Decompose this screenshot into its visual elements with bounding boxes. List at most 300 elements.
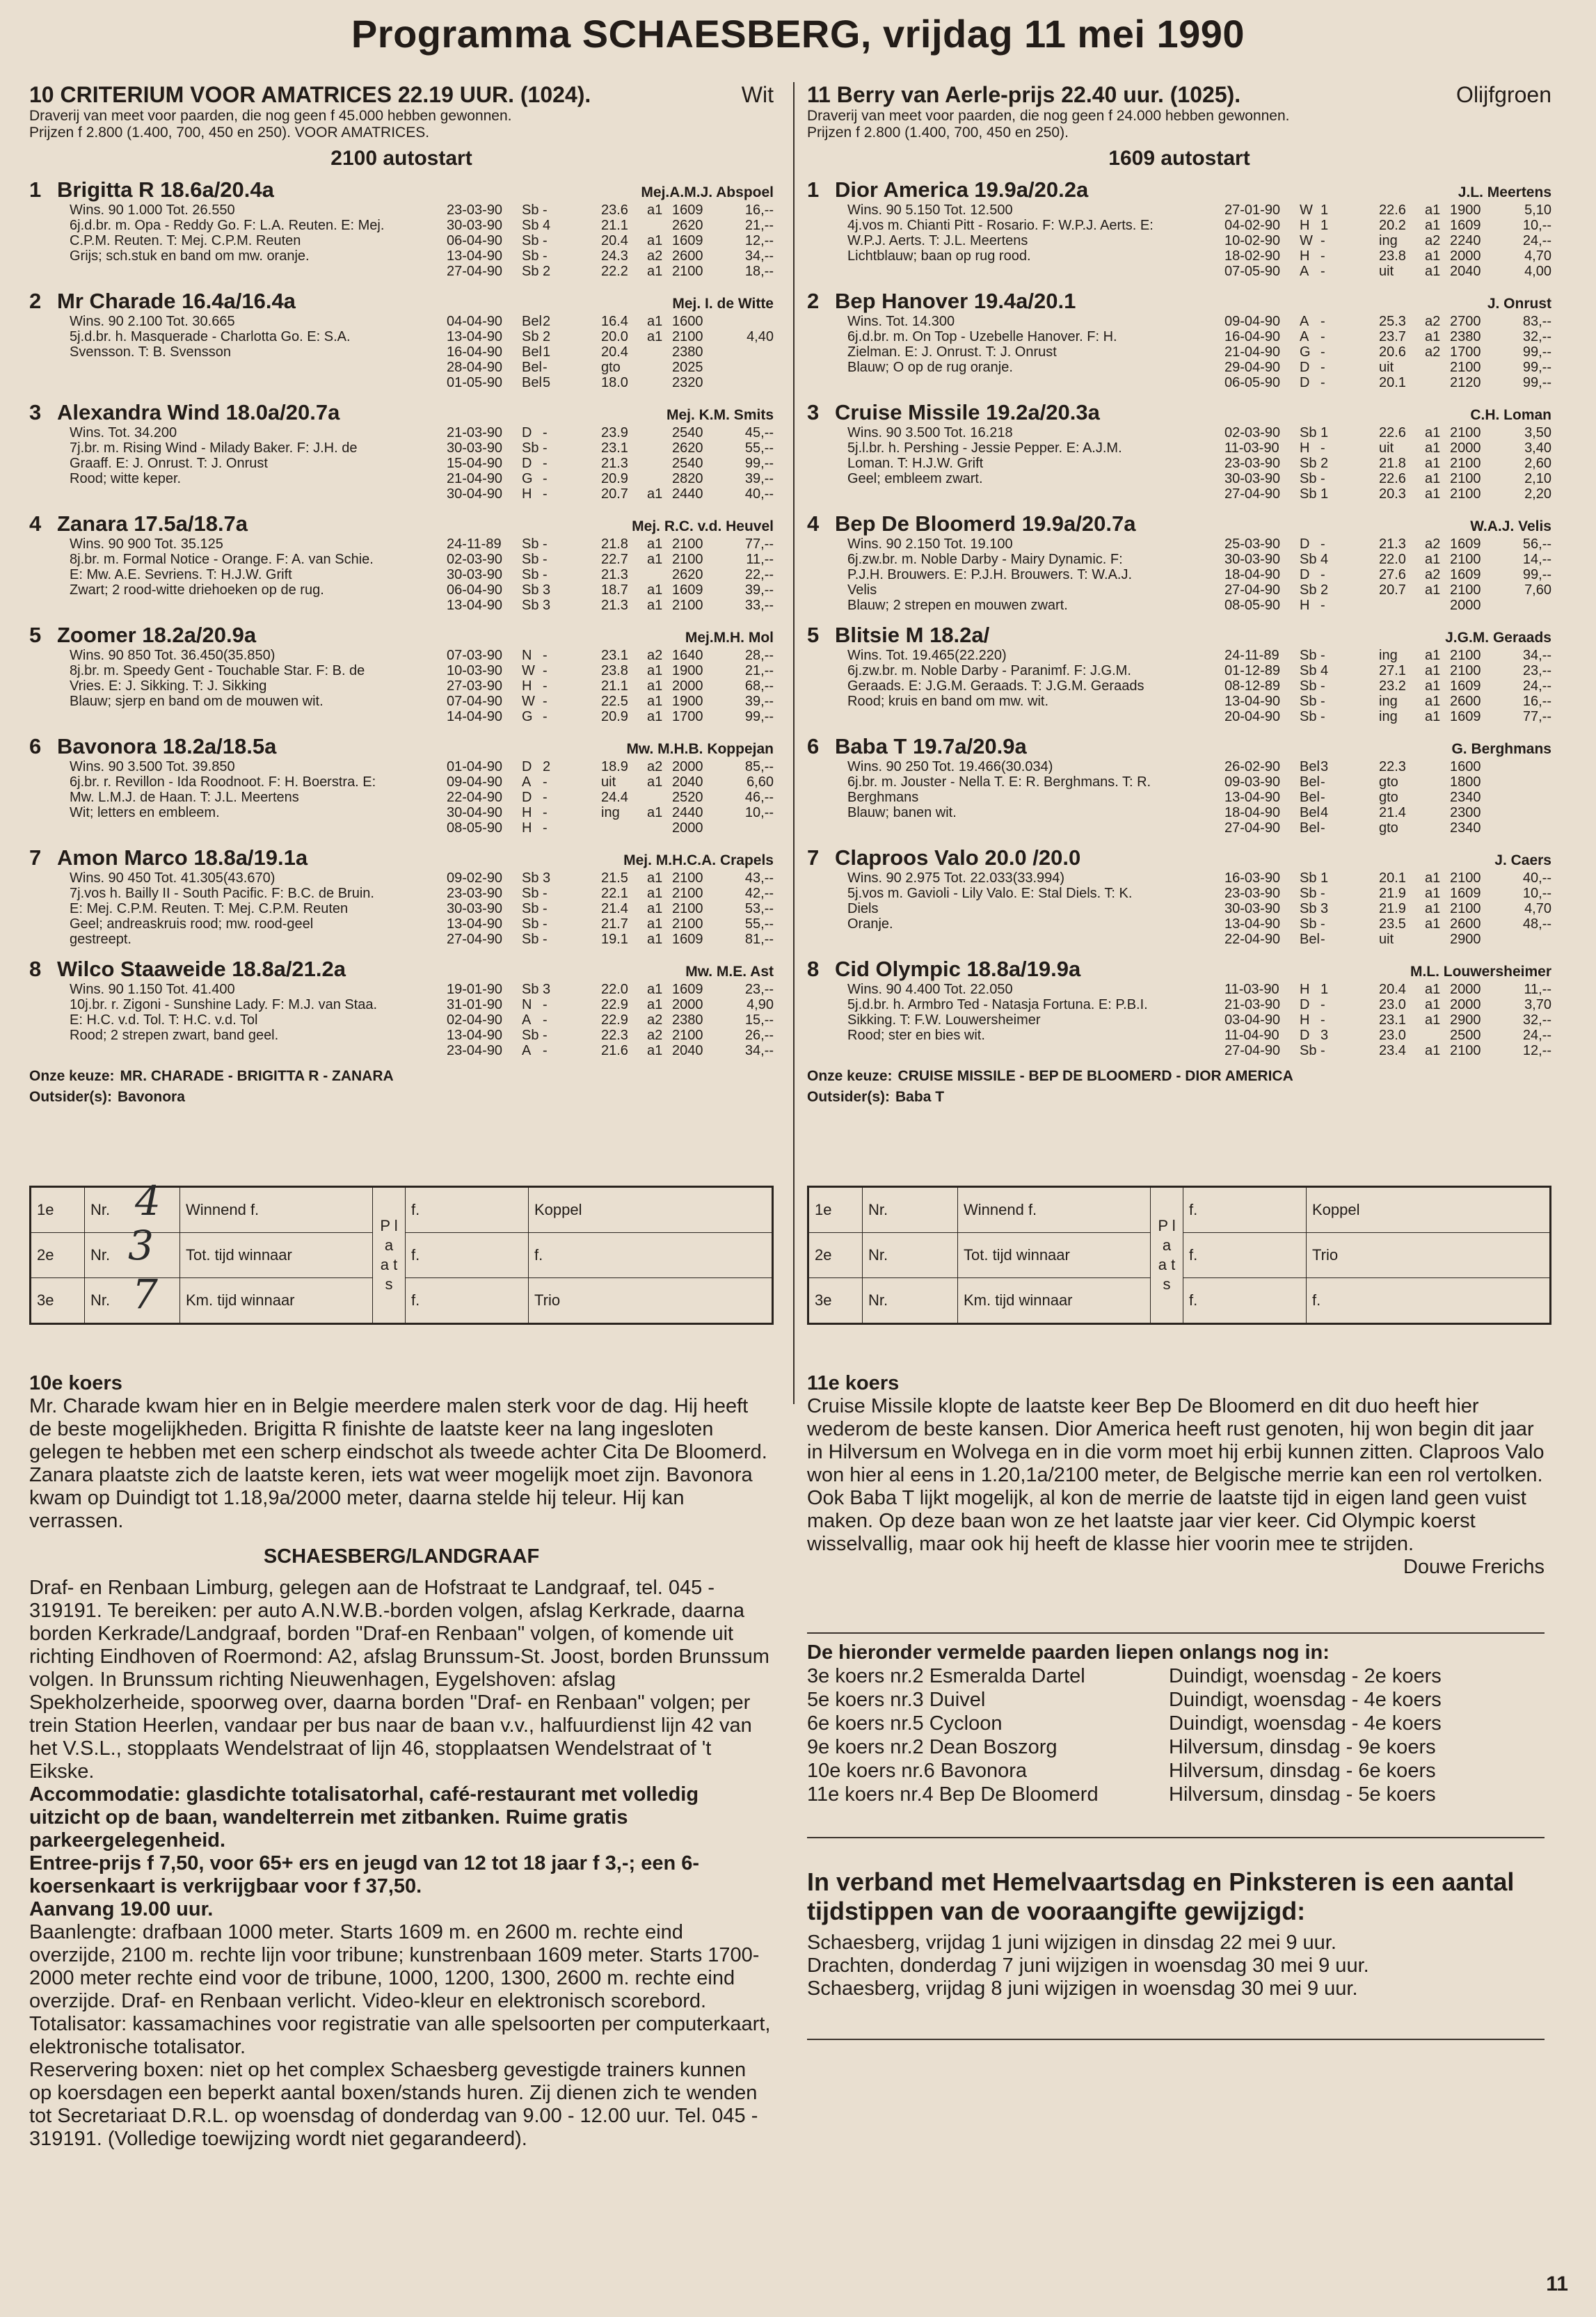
- horse-number: 8: [29, 957, 42, 981]
- start-cell: 2540: [672, 456, 703, 471]
- race-distance: 2100 autostart: [330, 147, 472, 170]
- start-cell: 26,--: [744, 1028, 774, 1043]
- start-cell: H: [1300, 218, 1310, 233]
- horse-driver: Mw. M.H.B. Koppejan: [626, 741, 774, 757]
- recent-row: [807, 1759, 1545, 1783]
- race-distance: 1609 autostart: [1108, 147, 1250, 170]
- handwritten-number: 7: [132, 1271, 158, 1318]
- start-cell: 2600: [1450, 694, 1481, 709]
- start-cell: 30-03-90: [1224, 901, 1281, 916]
- horse-header: [29, 957, 774, 982]
- race-heading: [807, 82, 1551, 108]
- trio-label: Trio: [1307, 1233, 1550, 1278]
- start-cell: 1: [1320, 218, 1329, 233]
- start-cell: -: [543, 440, 548, 456]
- start-cell: -: [543, 1012, 548, 1028]
- start-cell: Sb: [1300, 886, 1317, 901]
- start-cell: 4,70: [1524, 248, 1551, 264]
- start-cell: -: [1320, 774, 1325, 790]
- start-cell: D: [1300, 360, 1310, 375]
- horse-driver: Mw. M.E. Ast: [685, 964, 774, 980]
- start-cell: 85,--: [744, 759, 774, 774]
- start-cell: 20.4: [601, 233, 628, 248]
- start-cell: [647, 790, 672, 805]
- start-cell: 04-04-90: [447, 314, 503, 329]
- start-cell: 1609: [672, 202, 703, 218]
- start-cell: 11-03-90: [1224, 440, 1279, 456]
- start-cell: 24.4: [601, 790, 628, 805]
- start-cell: a1: [647, 663, 663, 678]
- notice-heading: In verband met Hemelvaartsdag en Pinksteren is een aantal tijdstippen van de vooraangifte gewijzigd:: [807, 1868, 1515, 1925]
- horse-info-line: Geel; andreaskruis rood; mw. rood-geel: [70, 916, 314, 932]
- horse-driver: J.G.M. Geraads: [1445, 630, 1551, 646]
- right-prose: [807, 1372, 1545, 1579]
- author: Douwe Frerichs: [1403, 1556, 1545, 1578]
- start-cell: Bel: [522, 314, 542, 329]
- start-cell: [577, 360, 601, 375]
- start-row: [447, 360, 774, 375]
- start-cell: 83,--: [1522, 314, 1551, 329]
- start-cell: H: [1300, 982, 1310, 997]
- start-cell: 43,--: [744, 870, 774, 886]
- start-cell: 2000: [1450, 440, 1481, 456]
- start-cell: 22.2: [601, 264, 628, 279]
- start-cell: 4: [1320, 805, 1329, 820]
- horse-name-line: [29, 289, 296, 314]
- horse-name-line: [29, 957, 346, 982]
- start-cell: 20.3: [1379, 486, 1406, 502]
- horse-info-line: Rood; witte keper.: [70, 471, 182, 486]
- start-cell: 2: [543, 264, 551, 279]
- start-cell: 2,20: [1524, 486, 1551, 502]
- horse-header: [29, 177, 774, 202]
- start-cell: a1: [1425, 886, 1441, 901]
- comment-title-11: 11e koers: [807, 1372, 900, 1394]
- start-cell: 3: [543, 582, 551, 598]
- start-cell: 2100: [672, 329, 703, 344]
- start-cell: [1425, 759, 1450, 774]
- start-cell: a2: [1425, 344, 1441, 360]
- start-row: [447, 759, 774, 774]
- start-cell: 39,--: [744, 694, 774, 709]
- start-cell: 2340: [1450, 820, 1481, 836]
- start-cell: Sb: [1300, 456, 1317, 471]
- start-cell: [1355, 1028, 1379, 1043]
- start-cell: 02-04-90: [447, 1012, 503, 1028]
- start-cell: 27.6: [1379, 567, 1406, 582]
- start-cell: 22.9: [601, 997, 628, 1012]
- start-cell: 32,--: [1522, 1012, 1551, 1028]
- start-cell: 13-04-90: [447, 916, 503, 932]
- start-cell: [577, 344, 601, 360]
- start-cell: [1425, 360, 1450, 375]
- start-cell: a1: [1425, 694, 1441, 709]
- start-row: [447, 932, 774, 947]
- start-cell: 2500: [1450, 1028, 1481, 1043]
- start-cell: 10,--: [744, 805, 774, 820]
- start-cell: -: [1320, 1043, 1325, 1058]
- start-cell: 23.4: [1379, 1043, 1406, 1058]
- start-cell: [577, 329, 601, 344]
- start-cell: a1: [1425, 248, 1441, 264]
- start-cell: [718, 314, 774, 329]
- start-cell: [1355, 375, 1379, 390]
- start-cell: 42,--: [744, 886, 774, 901]
- start-row: [1224, 916, 1551, 932]
- start-row: [447, 552, 774, 567]
- start-row: [1224, 759, 1551, 774]
- horse-info-line: Wins. 90 2.150 Tot. 19.100: [847, 536, 1013, 552]
- start-cell: [647, 360, 672, 375]
- start-cell: 08-05-90: [1224, 598, 1281, 613]
- bet-row-label: 1e: [809, 1188, 863, 1233]
- start-cell: 27-04-90: [1224, 486, 1281, 502]
- start-cell: 23-03-90: [447, 202, 503, 218]
- start-cell: a1: [647, 678, 663, 694]
- horse-driver: W.A.J. Velis: [1470, 518, 1551, 534]
- start-cell: 1600: [672, 314, 703, 329]
- start-cell: 53,--: [744, 901, 774, 916]
- start-cell: 1609: [672, 582, 703, 598]
- start-cell: 30-03-90: [447, 567, 503, 582]
- start-cell: [1496, 790, 1551, 805]
- start-cell: 2440: [672, 486, 703, 502]
- start-cell: 39,--: [744, 471, 774, 486]
- start-cell: [601, 820, 647, 836]
- start-cell: a1: [1425, 982, 1441, 997]
- horse-name-line: [807, 734, 1027, 759]
- start-cell: 1609: [1450, 536, 1481, 552]
- start-cell: Sb: [522, 582, 539, 598]
- start-cell: 24,--: [1522, 678, 1551, 694]
- start-cell: H: [522, 678, 532, 694]
- horse-driver: M.L. Louwersheimer: [1410, 964, 1551, 980]
- start-cell: -: [1320, 248, 1325, 264]
- horse-body: [807, 202, 1551, 279]
- comment-title-10: 10e koers: [29, 1372, 122, 1394]
- start-cell: 23,--: [1522, 663, 1551, 678]
- column-divider: [793, 82, 795, 1404]
- horse-info: [807, 759, 1224, 836]
- start-cell: 34,--: [744, 1043, 774, 1058]
- start-cell: 2100: [1450, 471, 1481, 486]
- track-heading: SCHAESBERG/LANDGRAAF: [263, 1545, 540, 1568]
- start-cell: a1: [1425, 648, 1441, 663]
- start-cell: 16.4: [601, 314, 628, 329]
- start-row: [447, 870, 774, 886]
- start-cell: [577, 982, 601, 997]
- start-row: [1224, 218, 1551, 233]
- start-cell: -: [543, 202, 548, 218]
- horse-entry: [29, 845, 774, 947]
- start-cell: [577, 870, 601, 886]
- nr-label: Nr.: [863, 1233, 958, 1278]
- start-cell: 11-03-90: [1224, 982, 1279, 997]
- start-cell: -: [543, 1043, 548, 1058]
- start-cell: [1425, 774, 1450, 790]
- start-cell: [577, 820, 601, 836]
- horse-entry: [29, 957, 774, 1058]
- start-row: [1224, 997, 1551, 1012]
- our-choice: [29, 1068, 774, 1085]
- start-cell: 34,--: [744, 248, 774, 264]
- start-cell: 09-02-90: [447, 870, 503, 886]
- horse-number: 5: [29, 623, 42, 647]
- start-cell: [647, 344, 672, 360]
- start-cell: [577, 536, 601, 552]
- start-cell: [577, 901, 601, 916]
- start-cell: a2: [647, 648, 663, 663]
- horse-info: [29, 314, 447, 390]
- horse-info: [29, 870, 447, 947]
- start-cell: H: [522, 486, 532, 502]
- start-cell: 99,--: [1522, 360, 1551, 375]
- start-cell: W: [1300, 202, 1313, 218]
- start-cell: a1: [647, 694, 663, 709]
- start-row: [447, 329, 774, 344]
- start-cell: -: [1320, 314, 1325, 329]
- start-row: [1224, 471, 1551, 486]
- race-title: 10 CRITERIUM VOOR AMATRICES 22.19 UUR. (1024).: [29, 82, 591, 107]
- start-cell: 1900: [672, 694, 703, 709]
- horse-body: [29, 425, 774, 502]
- start-cell: 23.8: [601, 663, 628, 678]
- horse-info: [29, 759, 447, 836]
- nr-label: Nr.: [863, 1278, 958, 1323]
- start-cell: 21,--: [744, 218, 774, 233]
- race-conditions: Draverij van meet voor paarden, die nog geen f 24.000 hebben gewonnen.: [807, 108, 1290, 124]
- horse-info: [807, 982, 1224, 1058]
- horse-header: [807, 177, 1551, 202]
- horse-driver: J. Onrust: [1487, 296, 1551, 312]
- start-cell: [577, 694, 601, 709]
- start-cell: 13-04-90: [1224, 916, 1281, 932]
- start-row: [1224, 709, 1551, 724]
- start-cell: 2100: [672, 916, 703, 932]
- start-cell: -: [543, 233, 548, 248]
- start-cell: 2540: [672, 425, 703, 440]
- start-cell: 27-04-90: [1224, 582, 1281, 598]
- start-row: [447, 486, 774, 502]
- recent-heading: De hieronder vermelde paarden liepen onlangs nog in:: [807, 1641, 1330, 1664]
- start-row: [1224, 932, 1551, 947]
- tot-tijd-label: Tot. tijd winnaar: [958, 1233, 1151, 1278]
- start-cell: Sb: [1300, 678, 1317, 694]
- start-row: [1224, 456, 1551, 471]
- start-cell: [577, 678, 601, 694]
- start-row: [447, 648, 774, 663]
- start-cell: 5: [543, 375, 551, 390]
- start-cell: 1609: [1450, 886, 1481, 901]
- start-cell: 81,--: [744, 932, 774, 947]
- start-cell: 24.3: [601, 248, 628, 264]
- horse-info-line: Wins. Tot. 19.465(22.220): [847, 648, 1007, 663]
- notice-line: Drachten, donderdag 7 juni wijzigen in woensdag 30 mei 9 uur.: [807, 1954, 1369, 1977]
- start-cell: 4,70: [1524, 901, 1551, 916]
- start-cell: 2100: [1450, 648, 1481, 663]
- horse-name: Zoomer 18.2a/20.9a: [57, 623, 257, 647]
- start-cell: N: [522, 648, 532, 663]
- start-cell: Sb: [522, 901, 539, 916]
- horse-info-line: Oranje.: [847, 916, 893, 932]
- horse-info-line: Wins. Tot. 34.200: [70, 425, 177, 440]
- start-cell: [577, 598, 601, 613]
- start-row: [1224, 678, 1551, 694]
- start-cell: [718, 360, 774, 375]
- start-cell: W: [522, 694, 535, 709]
- start-cell: Sb: [522, 932, 539, 947]
- start-cell: a1: [647, 916, 663, 932]
- start-cell: 22.6: [1379, 202, 1406, 218]
- start-cell: gto: [1379, 820, 1398, 836]
- race-10-column: [29, 82, 774, 1106]
- horse-name-line: [807, 289, 1076, 314]
- start-cell: 1: [1320, 982, 1329, 997]
- start-cell: [1355, 1043, 1379, 1058]
- horse-info: [807, 870, 1224, 947]
- outsiders: [29, 1089, 774, 1106]
- start-cell: 11,--: [1524, 982, 1551, 997]
- start-cell: 06-04-90: [447, 233, 503, 248]
- start-cell: Bel: [522, 375, 542, 390]
- our-choice-label: Onze keuze:: [29, 1068, 115, 1084]
- horse-info-line: E: H.C. v.d. Tol. T: H.C. v.d. Tol: [70, 1012, 258, 1028]
- start-row: [447, 233, 774, 248]
- start-cell: [1355, 486, 1379, 502]
- horse-info-line: 10j.br. r. Zigoni - Sunshine Lady. F: M.J. van Staa.: [70, 997, 378, 1012]
- outsider-value: Baba T: [895, 1089, 945, 1105]
- horse-info-line: Geraads. E: J.G.M. Geraads. T: J.G.M. Geraads: [847, 678, 1144, 694]
- start-row: [1224, 264, 1551, 279]
- start-cell: a2: [647, 248, 663, 264]
- start-cell: [1496, 598, 1551, 613]
- start-cell: -: [1320, 598, 1325, 613]
- start-cell: [1355, 932, 1379, 947]
- horse-entry: [807, 734, 1551, 836]
- start-cell: 01-12-89: [1224, 663, 1281, 678]
- recent-where: Duindigt, woensdag - 4e koers: [1169, 1689, 1442, 1711]
- start-row: [447, 567, 774, 582]
- start-cell: -: [1320, 344, 1325, 360]
- start-cell: [1496, 774, 1551, 790]
- recent-where: Hilversum, dinsdag - 6e koers: [1169, 1760, 1436, 1782]
- start-cell: 15,--: [744, 1012, 774, 1028]
- start-cell: [577, 709, 601, 724]
- start-cell: [577, 425, 601, 440]
- bet-row-label: 1e: [31, 1188, 85, 1233]
- start-cell: 2000: [672, 820, 703, 836]
- start-row: [447, 314, 774, 329]
- start-cell: Sb: [1300, 709, 1317, 724]
- start-cell: W: [1300, 233, 1313, 248]
- horse-info-line: E: Mej. C.P.M. Reuten. T: Mej. C.P.M. Reuten: [70, 901, 349, 916]
- nr-label: Nr.: [85, 1188, 180, 1233]
- horse-info-line: Blauw; sjerp en band om de mouwen wit.: [70, 694, 324, 709]
- start-cell: a1: [1425, 440, 1441, 456]
- start-cell: 16-04-90: [1224, 329, 1281, 344]
- start-cell: D: [522, 425, 532, 440]
- start-cell: 34,--: [1522, 648, 1551, 663]
- start-cell: 40,--: [1522, 870, 1551, 886]
- start-cell: -: [543, 248, 548, 264]
- start-cell: [1425, 805, 1450, 820]
- horse-name: Bep Hanover 19.4a/20.1: [835, 289, 1076, 313]
- divider: [807, 2039, 1545, 2040]
- start-cell: -: [543, 486, 548, 502]
- start-cell: 20.6: [1379, 344, 1406, 360]
- start-cell: 27-01-90: [1224, 202, 1281, 218]
- horse-info-line: Wins. 90 3.500 Tot. 39.850: [70, 759, 235, 774]
- horse-header: [807, 623, 1551, 648]
- start-cell: A: [1300, 329, 1309, 344]
- horse-info-line: Blauw; 2 strepen en mouwen zwart.: [847, 598, 1068, 613]
- start-cell: 20.0: [601, 329, 628, 344]
- start-row: [447, 820, 774, 836]
- horse-name: Brigitta R 18.6a/20.4a: [57, 177, 274, 202]
- horse-info-line: Lichtblauw; baan op rug rood.: [847, 248, 1031, 264]
- start-cell: 2900: [1450, 1012, 1481, 1028]
- start-cell: [1355, 456, 1379, 471]
- horse-driver: J. Caers: [1494, 852, 1551, 868]
- start-cell: 2: [543, 329, 551, 344]
- start-cell: 2000: [1450, 598, 1481, 613]
- start-cell: [1425, 1028, 1450, 1043]
- start-row: [1224, 552, 1551, 567]
- start-cell: 1: [1320, 425, 1329, 440]
- start-cell: Sb: [522, 440, 539, 456]
- horse-body: [29, 648, 774, 724]
- start-cell: -: [543, 552, 548, 567]
- start-cell: [1355, 582, 1379, 598]
- start-cell: [577, 759, 601, 774]
- horse-number: 4: [807, 511, 820, 536]
- start-cell: 20.4: [601, 344, 628, 360]
- start-cell: a1: [647, 886, 663, 901]
- horse-info: [29, 982, 447, 1058]
- horse-info-line: Wins. 90 5.150 Tot. 12.500: [847, 202, 1013, 218]
- horse-number: 3: [29, 400, 42, 424]
- start-row: [1224, 233, 1551, 248]
- horse-name: Mr Charade 16.4a/16.4a: [57, 289, 296, 313]
- start-cell: 21.3: [601, 598, 628, 613]
- start-row: [447, 440, 774, 456]
- start-cell: 2100: [1450, 582, 1481, 598]
- horse-name-line: [807, 845, 1080, 870]
- start-cell: 2100: [1450, 552, 1481, 567]
- start-cell: D: [1300, 375, 1310, 390]
- notice-line: Schaesberg, vrijdag 8 juni wijzigen in woensdag 30 mei 9 uur.: [807, 1977, 1358, 2000]
- start-cell: [1379, 598, 1425, 613]
- handwritten-number: 4: [135, 1177, 161, 1225]
- horse-name: Amon Marco 18.8a/19.1a: [57, 845, 308, 870]
- start-cell: 21.9: [1379, 886, 1406, 901]
- horse-header: [29, 289, 774, 314]
- start-row: [1224, 329, 1551, 344]
- start-cell: [1355, 709, 1379, 724]
- horse-info-line: Wins. 90 4.400 Tot. 22.050: [847, 982, 1013, 997]
- start-cell: a1: [647, 1043, 663, 1058]
- start-cell: a1: [647, 486, 663, 502]
- start-cell: 2000: [1450, 248, 1481, 264]
- horse-info-line: 5j.d.br. h. Armbro Ted - Natasja Fortuna. E: P.B.I.: [847, 997, 1148, 1012]
- start-cell: 20-04-90: [1224, 709, 1281, 724]
- start-cell: D: [1300, 997, 1310, 1012]
- start-cell: 3: [1320, 759, 1329, 774]
- horse-driver: Mej. I. de Witte: [672, 296, 774, 312]
- start-cell: a1: [647, 901, 663, 916]
- horse-driver: Mej. K.M. Smits: [666, 407, 774, 423]
- start-cell: 18-04-90: [1224, 805, 1281, 820]
